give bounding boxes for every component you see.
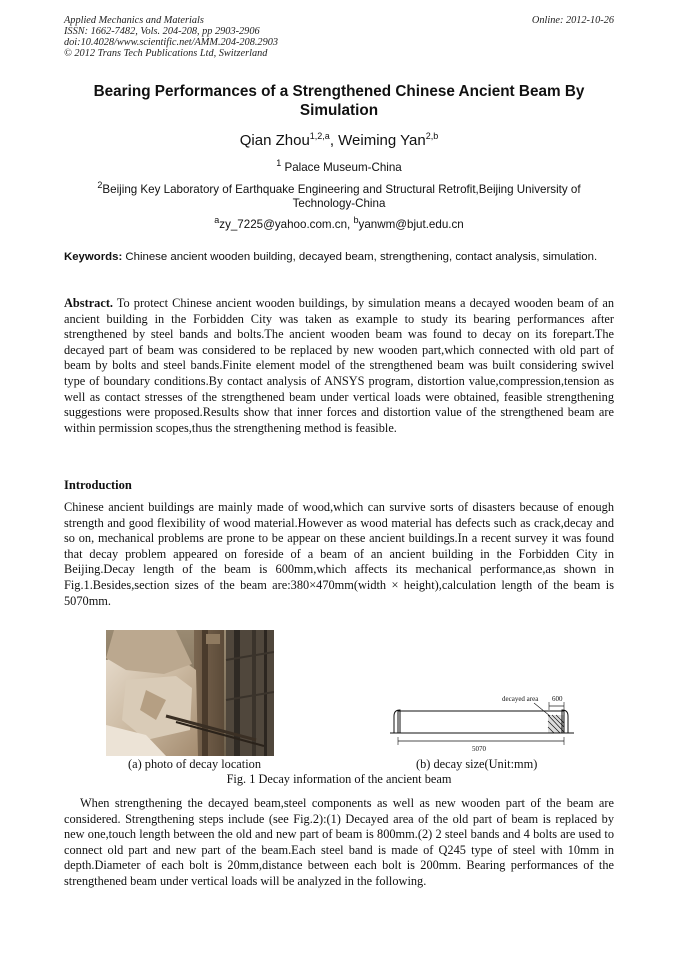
author-2: Weiming Yan	[338, 132, 426, 149]
journal-header	[64, 15, 278, 59]
abstract-text: To protect Chinese ancient wooden buildings, by simulation means a decayed wooden beam of an ancient building in the Forbidden City was taken as example to study its bearing performances after strengthened by steel bands and bolts.The ancient wooden beam was found to decay on its forepart.The decayed part of beam was considered to be replaced by new wooden part,which connected with old part of beam by bolts and steel bands.Finite element model of the strengthened beam was built considering swivel type of boundary conditions.By contact analysis of ANSYS program, distortion value,compression,tension as well as contact stresses of the strengthened beam under vertical loads were obtained, feasible strengthening suggestions were proposed.Results show that inner forces and distortion value of the strengthened beam are within permission scopes,thus the strengthening method is feasible.	[64, 296, 614, 435]
affiliation-2	[64, 178, 614, 212]
keywords-section	[64, 250, 614, 264]
diagram-decayed-area-label: decayed area	[502, 695, 539, 703]
author-emails	[64, 215, 614, 231]
online-date: Online: 2012-10-26	[531, 15, 614, 26]
author-1-affil-mark: 1,2,a	[309, 131, 330, 141]
strengthening-paragraph: When strengthening the decayed beam,steel components as well as new wooden part of the beam are considered. Strengthening steps include (see Fig.2):(1) Decayed area of the old part of beam is replaced by new one,touch length between the old and new part of beam is 800mm.(2) 2 steel bands and 4 bolts are used to connect old part and new part of the beam.Each steel band is made of Q245 type of steel with 10mm in depth.Diameter of each bolt is 20mm,distance between each bolt is 200mm. Bearing performances of the strengthened beam under vertical loads will be analyzed in the following.	[64, 796, 614, 888]
decay-photo	[106, 630, 274, 756]
keywords-text: Chinese ancient wooden building, decayed beam, strengthening, contact analysis, simulation.	[122, 251, 598, 263]
keywords-label: Keywords:	[64, 251, 123, 263]
email-b-mark: b	[353, 215, 359, 225]
affiliation-2-line-2: Technology-China	[292, 197, 386, 211]
figure-1a-caption: (a) photo of decay location	[128, 757, 261, 771]
affiliation-2-line-1: Beijing Key Laboratory of Earthquake Engineering and Structural Retrofit,Beijing University of	[102, 182, 581, 196]
journal-name: Applied Mechanics and Materials	[64, 15, 204, 26]
author-list	[64, 131, 614, 149]
affiliation-1-text: Palace Museum-China	[281, 160, 402, 174]
email-a: zy_7225@yahoo.com.cn,	[219, 217, 354, 231]
title-line-1: Bearing Performances of a Strengthened Chinese Ancient Beam By	[93, 83, 585, 100]
affiliation-1	[64, 156, 614, 175]
title-line-2: Simulation	[299, 102, 379, 119]
decay-size-diagram	[388, 688, 578, 758]
affiliation-2-mark: 2	[97, 180, 103, 190]
introduction-paragraph: Chinese ancient buildings are mainly made of wood,which can survive sorts of disasters because of enough strength and good flexibility of wood material.However as wood material has defects such as crack,decay and so on, mechanical problems are prone to be appear on these ancient buildings.In a recent survey it was found that decay problem appeared on foreside of a beam of an ancient building in the Forbidden City in Beijing.Decay length of the beam is 600mm,which affects its mechanical performance,as shown in Fig.1.Besides,section sizes of the beam are:380×470mm(width × height),calculation length of the beam is 5070mm.	[64, 500, 614, 608]
issn-line: ISSN: 1662-7482, Vols. 204-208, pp 2903-2906	[64, 26, 260, 37]
author-separator: ,	[329, 132, 339, 149]
author-2-affil-mark: 2,b	[425, 131, 439, 141]
abstract-paragraph	[64, 296, 614, 436]
figure-1b-caption: (b) decay size(Unit:mm)	[416, 757, 538, 771]
author-1: Qian Zhou	[239, 132, 310, 149]
doi-line: doi:10.4028/www.scientific.net/AMM.204-208.2903	[64, 37, 279, 48]
abstract-label: Abstract.	[64, 296, 114, 310]
email-b: yanwm@bjut.edu.cn	[358, 217, 464, 231]
diagram-5070-label: 5070	[472, 745, 486, 753]
affiliation-1-mark: 1	[276, 158, 282, 168]
figure-1-caption: Fig. 1 Decay information of the ancient beam	[226, 772, 452, 786]
beam-diagram	[388, 688, 578, 758]
introduction-heading: Introduction	[64, 478, 132, 492]
diagram-600-label: 600	[552, 695, 563, 703]
copyright-line: © 2012 Trans Tech Publications Ltd, Switzerland	[64, 48, 268, 59]
paper-title	[70, 82, 608, 120]
email-a-mark: a	[214, 215, 220, 225]
decay-photo-image	[106, 630, 274, 756]
